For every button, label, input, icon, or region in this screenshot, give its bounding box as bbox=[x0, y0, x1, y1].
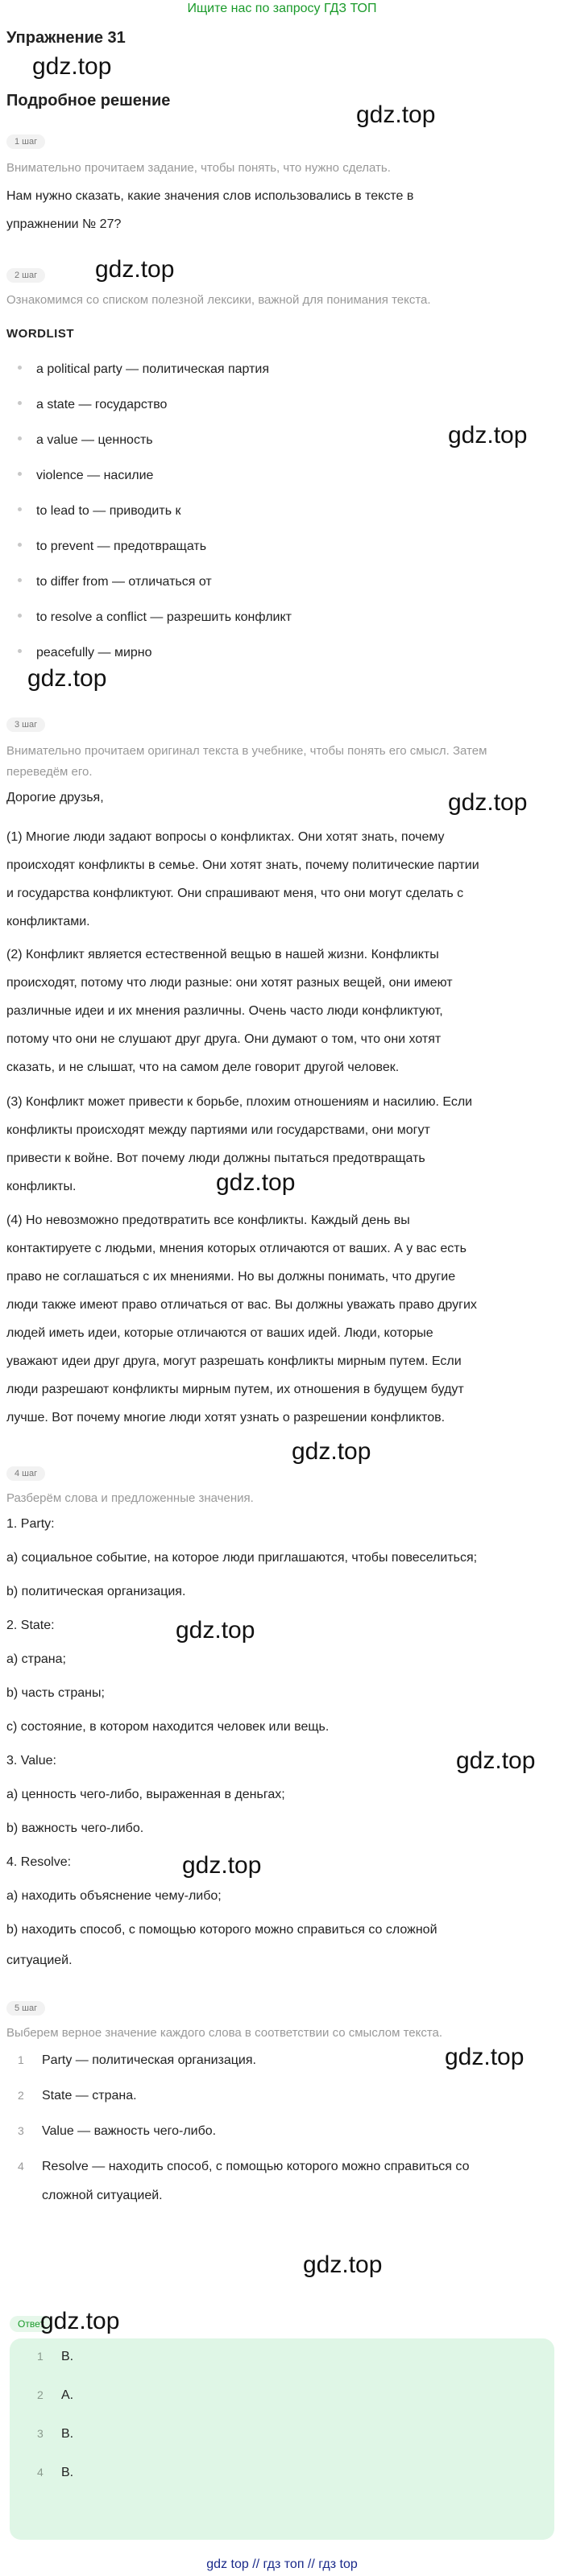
meaning-option: b) важность чего-либо. bbox=[6, 1821, 144, 1835]
page-title: Упражнение 31 bbox=[6, 29, 126, 47]
step-badge: 5 шаг bbox=[6, 2000, 45, 2016]
text-paragraph-1: (1) Многие люди задают вопросы о конфликтах. Они хотят знать, почему происходят конфликты в семье. Они хотят знать, почему политические партии и государства конфликтуют. Они спрашивают меня, что они могут сделать с конфликтами. bbox=[6, 830, 479, 928]
watermark: gdz.top bbox=[176, 1617, 255, 1644]
wordlist-item: to lead to — приводить к bbox=[18, 504, 180, 519]
word-heading: 2. State: bbox=[6, 1619, 55, 1632]
answer-item: 2 A. bbox=[37, 2388, 74, 2402]
step-hint: Ознакомимся со списком полезной лексики, важной для понимания текста. bbox=[6, 293, 431, 307]
word-heading: 4. Resolve: bbox=[6, 1855, 72, 1869]
text-paragraph-4: (4) Но невозможно предотвратить все конфликты. Каждый день вы контактируете с людьми, мнения которых отличаются от ваших. А у вас есть право не соглашаться с их мнениями. Но вы должны понимать, что другие люди также имеют право отличаться от вас. Вы должны уважать право других людей иметь идеи, которые отличаются от ваших идей. Люди, которые уважают идеи друг друга, могут разрешать конфликты мирным путем. Если люди разрешают конфликты мирным путем, их отношения в будущем будут лучше. Вот почему многие люди хотят узнать о разрешении конфликтов. bbox=[6, 1214, 477, 1424]
list-item: 3 Value — важность чего-либо. bbox=[18, 2124, 217, 2138]
meaning-option: a) находить объяснение чему-либо; bbox=[6, 1889, 222, 1903]
top-search-banner[interactable]: Ищите нас по запросу ГДЗ ТОП bbox=[187, 2, 377, 15]
text-paragraph-3: (3) Конфликт может привести к борьбе, плохим отношениям и насилию. Если конфликты происходят между партиями или государствами, они могут привести к войне. Вот почему люди должны пытаться предотвращать конфликты. bbox=[6, 1095, 473, 1193]
answer-item: 4 B. bbox=[37, 2466, 74, 2479]
answer-item: 1 B. bbox=[37, 2350, 74, 2363]
answer-item: 3 B. bbox=[37, 2427, 74, 2441]
watermark: gdz.top bbox=[216, 1169, 296, 1196]
wordlist-item: a value — ценность bbox=[18, 433, 153, 448]
word-heading: 1. Party: bbox=[6, 1517, 55, 1531]
wordlist-item: a state — государство bbox=[18, 398, 167, 412]
wordlist-item: to prevent — предотвращать bbox=[18, 540, 206, 554]
step-badge: 2 шаг bbox=[6, 267, 45, 283]
answer-label: Ответ bbox=[10, 2316, 52, 2332]
meaning-option: ситуацией. bbox=[6, 1954, 73, 1967]
meaning-option: a) страна; bbox=[6, 1652, 66, 1666]
meaning-option: b) часть страны; bbox=[6, 1686, 105, 1700]
meaning-option: c) состояние, в котором находится человек или вещь. bbox=[6, 1720, 330, 1734]
watermark: gdz.top bbox=[456, 1747, 536, 1774]
watermark: gdz.top bbox=[445, 2044, 525, 2070]
footer-links[interactable]: gdz top // гдз топ // гдз top bbox=[206, 2557, 358, 2571]
wordlist-item: peacefully — мирно bbox=[18, 646, 152, 660]
section-title: Подробное решение bbox=[6, 92, 171, 110]
step-hint: Разберём слова и предложенные значения. bbox=[6, 1491, 254, 1505]
meaning-option: b) находить способ, с помощью которого можно справиться со сложной bbox=[6, 1923, 438, 1937]
step-badge: 3 шаг bbox=[6, 717, 45, 732]
watermark: gdz.top bbox=[448, 422, 528, 449]
answer-box bbox=[10, 2338, 554, 2540]
watermark: gdz.top bbox=[356, 101, 436, 128]
wordlist-title: WORDLIST bbox=[6, 327, 74, 341]
watermark: gdz.top bbox=[448, 789, 528, 816]
meaning-option: b) политическая организация. bbox=[6, 1585, 186, 1598]
word-heading: 3. Value: bbox=[6, 1754, 56, 1768]
meaning-option: a) ценность чего-либо, выраженная в деньгах; bbox=[6, 1788, 285, 1801]
watermark: gdz.top bbox=[292, 1438, 371, 1465]
wordlist-item: a political party — политическая партия bbox=[18, 362, 269, 377]
list-item: 4 Resolve — находить способ, с помощью которого можно справиться со сложной ситуацией. bbox=[18, 2160, 470, 2202]
wordlist-item: violence — насилие bbox=[18, 469, 153, 483]
list-item: 1 Party — политическая организация. bbox=[18, 2053, 256, 2067]
wordlist-item: to differ from — отличаться от bbox=[18, 575, 212, 589]
watermark: gdz.top bbox=[40, 2308, 120, 2334]
step-text: Нам нужно сказать, какие значения слов использовались в тексте в упражнении № 27? bbox=[6, 189, 414, 231]
text-paragraph-2: (2) Конфликт является естественной вещью в нашей жизни. Конфликты происходят, потому что люди разные: они хотят разных вещей, они имеют различные идеи и их мнения различны. Очень часто люди конфликтуют, потому что они не слушают друг друга. Они думают о том, что они хотят сказать, и не слышат, что на самом деле говорит другой человек. bbox=[6, 948, 453, 1074]
watermark: gdz.top bbox=[95, 256, 175, 283]
watermark: gdz.top bbox=[27, 665, 107, 692]
step-hint: Внимательно прочитаем задание, чтобы понять, что нужно сделать. bbox=[6, 161, 391, 175]
step-badge: 4 шаг bbox=[6, 1466, 45, 1481]
letter-greeting: Дорогие друзья, bbox=[6, 791, 104, 804]
step-badge: 1 шаг bbox=[6, 134, 45, 149]
wordlist-item: to resolve a conflict — разрешить конфликт bbox=[18, 610, 292, 625]
watermark: gdz.top bbox=[182, 1852, 262, 1879]
meaning-option: a) социальное событие, на которое люди приглашаются, чтобы повеселиться; bbox=[6, 1551, 478, 1565]
step-hint: Выберем верное значение каждого слова в соответствии со смыслом текста. bbox=[6, 2026, 443, 2040]
watermark: gdz.top bbox=[303, 2251, 383, 2278]
list-item: 2 State — страна. bbox=[18, 2089, 137, 2103]
watermark: gdz.top bbox=[32, 53, 112, 80]
step-hint: Внимательно прочитаем оригинал текста в учебнике, чтобы понять его смысл. Затем переведём его. bbox=[6, 744, 487, 779]
